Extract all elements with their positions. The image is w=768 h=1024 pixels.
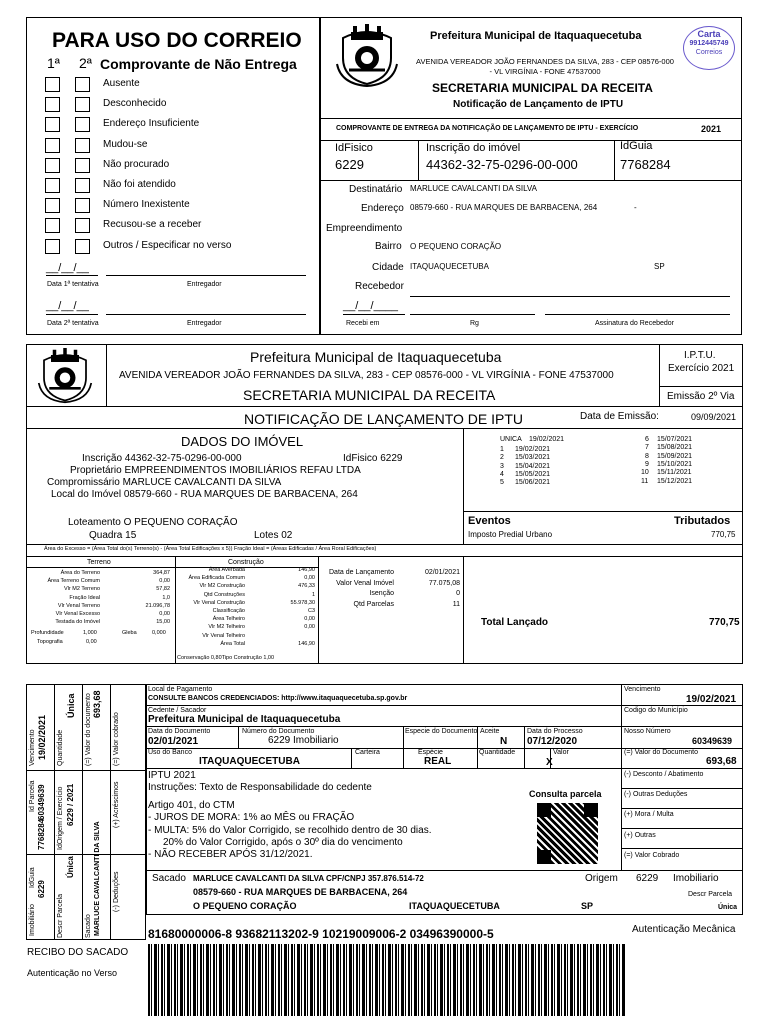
checkbox-2nd-attempt[interactable] xyxy=(75,138,90,153)
multa-line: - MULTA: 5% do Valor Corrigido, se recolhido dentro de 30 dias. xyxy=(148,825,432,836)
terreno-label: Área do Terreno xyxy=(60,570,100,576)
reason-label: Ausente xyxy=(103,78,140,89)
valor-x: X xyxy=(546,757,553,768)
nosso-num-label: Nosso Número xyxy=(624,728,671,735)
valor-doc-label: (=) Valor do Documento xyxy=(624,749,698,756)
valor-doc-value: 693,68 xyxy=(706,756,737,767)
stub-sacado: MARLUCE CAVALCANTI DA SILVA xyxy=(94,821,101,936)
top-secretaria: SECRETARIA MUNICIPAL DA RECEITA xyxy=(432,81,653,95)
origem-label: Origem xyxy=(585,873,618,884)
lancamento-label: Data de Lançamento xyxy=(329,569,394,576)
date2-label: Data 2ª tentativa xyxy=(47,320,99,327)
data-emissao-value: 09/09/2021 xyxy=(691,412,737,422)
juros-line: - JUROS DE MORA: 1% ao MÊS ou FRAÇÃO xyxy=(148,812,355,823)
correio-col1: 1ª xyxy=(47,55,60,71)
construcao-label: Vlr Venal Construção xyxy=(193,599,245,606)
recebedor-label: Recebedor xyxy=(355,281,404,292)
local-pag-value: CONSULTE BANCOS CREDENCIADOS: http://www.itaquaquecetuba.sp.gov.br xyxy=(148,695,408,702)
gleba-value: 0,000 xyxy=(152,630,166,636)
lancamento-label: Isenção xyxy=(369,590,394,597)
especie-value: REAL xyxy=(424,756,452,767)
bairro-value: O PEQUENO CORAÇÃO xyxy=(410,242,502,251)
construcao-value: 55.978,30 xyxy=(290,599,315,606)
lancamento-value: 77.075,08 xyxy=(428,579,460,587)
notif-emissao-via: Emissão 2º Via xyxy=(667,391,735,402)
autenticacao-verso: Autenticação no Verso xyxy=(27,968,118,978)
entregador2-line xyxy=(106,314,306,315)
barcode xyxy=(148,944,626,1016)
construcao-label: Área Total xyxy=(220,640,245,647)
sacado-bairro: O PEQUENO CORAÇÃO xyxy=(193,901,297,911)
stub-idorigem-label: IdOrigem / Exercício xyxy=(57,786,64,850)
checkbox-2nd-attempt[interactable] xyxy=(75,77,90,92)
construcao-label: Área Telheiro xyxy=(212,616,245,623)
recibo-sacado: RECIBO DO SACADO xyxy=(27,947,129,958)
top-address: AVENIDA VEREADOR JOÃO FERNANDES DA SILVA, 283 - CEP 08576-000 - VL VIRGÍNIA - FONE 47537000 xyxy=(416,57,674,76)
notif-title: NOTIFICAÇÃO DE LANÇAMENTO DE IPTU xyxy=(244,411,523,427)
entregador1-label: Entregador xyxy=(187,281,222,288)
idfisico-line: IdFisico 6229 xyxy=(343,453,403,464)
parcela-number: 11 xyxy=(641,477,649,485)
entregador1-line xyxy=(106,275,306,276)
formula-line: Área do Excesso = (Área Total do(s) Terreno(s) - (Área Total Edificações x 5)) Fração Ideal = (Áreas Edificadas / Área Roral Edificações) xyxy=(44,546,377,552)
stub-id-parcela: 60349639 xyxy=(37,784,46,820)
parcela-date: 15/10/2021 xyxy=(657,460,693,468)
empreendimento-label: Empreendimento xyxy=(326,223,403,234)
parcela-number: 3 xyxy=(500,462,504,470)
reason-label: Não procurado xyxy=(103,158,170,170)
origem-imobiliario: Imobiliario xyxy=(673,873,719,884)
checkbox-1st-attempt[interactable] xyxy=(45,158,60,173)
stub-idguia-label: IdGuia xyxy=(29,867,36,888)
unica-date: 19/02/2021 xyxy=(529,436,565,443)
date2-placeholder: __/__/__ xyxy=(46,300,89,312)
construcao-label: Vlr M2 Construção xyxy=(199,583,245,590)
recebi-date-placeholder: __/__/____ xyxy=(343,300,399,312)
checkbox-2nd-attempt[interactable] xyxy=(75,218,90,233)
reason-label: Recusou-se a receber xyxy=(103,219,202,231)
checkbox-1st-attempt[interactable] xyxy=(45,218,60,233)
unica-label: UNICA xyxy=(500,436,522,443)
terreno-label: Área Terreno Comum xyxy=(47,578,100,585)
boleto-right-label: (+) Outras xyxy=(624,831,656,839)
construcao-label: Vlr Venal Telheiro xyxy=(202,632,245,639)
recebi-date-line xyxy=(343,314,405,315)
stub-valor-doc-label: (=) Valor do documento xyxy=(85,693,92,766)
reason-label: Mudou-se xyxy=(103,138,148,150)
total-label: Total Lançado xyxy=(481,617,549,628)
sacado-uf: SP xyxy=(581,901,594,911)
construcao-value: 146,90 xyxy=(298,640,315,647)
parcela-number: 9 xyxy=(645,460,649,468)
terreno-label: Vlr M2 Terreno xyxy=(64,586,100,593)
construcao-value: C3 xyxy=(307,608,315,614)
artigo-line: Artigo 401, do CTM xyxy=(148,800,235,811)
boleto-right-label: (+) Mora / Multa xyxy=(624,811,674,819)
bairro-label: Bairro xyxy=(375,241,402,252)
especie-doc-label: Especie do Documento xyxy=(405,728,478,735)
parcela-date: 15/07/2021 xyxy=(657,436,693,443)
stub-imobiliario: 6229 xyxy=(37,880,46,898)
quadra-line: Quadra 15 xyxy=(89,530,137,541)
idfisico-label: IdFisico xyxy=(335,142,373,154)
stub-acrescimos-label: (+) Acréscimos xyxy=(113,781,120,828)
topo-value: 0,00 xyxy=(86,639,97,645)
checkbox-2nd-attempt[interactable] xyxy=(75,239,90,254)
consulta-parcela: Consulta parcela xyxy=(529,789,602,799)
construcao-label: Vlr M2 Telheiro xyxy=(208,624,245,631)
codigo-label: Codigo do Município xyxy=(624,707,688,714)
recebedor-line xyxy=(410,296,730,297)
checkbox-1st-attempt[interactable] xyxy=(45,178,60,193)
lancamento-label: Qtd Parcelas xyxy=(353,600,394,608)
parcela-number: 5 xyxy=(500,479,504,487)
comprovante-title: COMPROVANTE DE ENTREGA DA NOTIFICAÇÃO DE LANÇAMENTO DE IPTU - EXERCÍCIO xyxy=(336,125,639,132)
loteamento-line: Loteamento O PEQUENO CORAÇÃO xyxy=(68,517,238,528)
endereco-dash: - xyxy=(634,203,637,212)
origem-value: 6229 xyxy=(636,873,659,884)
notif-address: AVENIDA VEREADOR JOÃO FERNANDES DA SILVA, 283 - CEP 08576-000 - VL VIRGÍNIA - FONE 47537000 xyxy=(119,370,614,381)
total-value: 770,75 xyxy=(709,617,740,628)
parcela-date: 15/04/2021 xyxy=(515,462,551,470)
stub-id-parcela-label: Id Parcela xyxy=(29,780,36,812)
stub-imobiliario-label: Imobiliário xyxy=(29,904,36,936)
construcao-value: 0,00 xyxy=(304,575,315,582)
reason-label: Outros / Especificar no verso xyxy=(103,239,232,251)
vencimento-label: Vencimento xyxy=(624,686,661,693)
reason-label: Não foi atendido xyxy=(103,179,176,190)
nosso-num-value: 60349639 xyxy=(692,736,733,746)
parcela-date: 15/12/2021 xyxy=(657,477,693,485)
stub-quantidade-label: Quantidade xyxy=(57,729,64,766)
parcela-number: 4 xyxy=(500,470,504,478)
construcao-label: Área Averbada xyxy=(208,567,245,573)
stamp-line2: 9912445749 xyxy=(689,40,729,47)
instrucoes: Instruções: Texto de Responsabilidade do cedente xyxy=(148,782,372,793)
topo-label: Topografia xyxy=(37,639,63,645)
terreno-label: Fração Ideal xyxy=(69,594,100,601)
terreno-value: 21.096,78 xyxy=(145,602,170,609)
reason-label: Endereço Insuficiente xyxy=(103,118,200,130)
stub-idorigem: 6229 / 2021 xyxy=(66,783,75,826)
checkbox-1st-attempt[interactable] xyxy=(45,138,60,153)
data-proc-label: Data do Processo xyxy=(527,728,583,735)
aceite-value: N xyxy=(500,736,508,747)
city-crest-icon xyxy=(36,348,94,404)
rg-line xyxy=(410,314,535,315)
parcela-number: 8 xyxy=(645,452,649,460)
terreno-value: 364,87 xyxy=(153,570,170,576)
construcao-label: Área Edificada Comum xyxy=(188,575,245,582)
checkbox-1st-attempt[interactable] xyxy=(45,198,60,213)
uf-value: SP xyxy=(654,262,665,271)
terreno-label: Vlr Venal Excesso xyxy=(55,611,100,617)
date2-line xyxy=(46,314,98,315)
top-prefeitura: Prefeitura Municipal de Itaquaquecetuba xyxy=(430,30,642,42)
inscricao-line: Inscrição 44362-32-75-0296-00-000 xyxy=(82,453,242,464)
stub-descr-label: Descr Parcela xyxy=(57,894,64,938)
sacado-endereco: 08579-660 - RUA MARQUES DE BARBACENA, 264 xyxy=(193,887,408,897)
construcao-head: Construção xyxy=(228,559,264,566)
parcela-date: 19/02/2021 xyxy=(515,446,551,453)
sacado-label: Sacado xyxy=(152,873,186,884)
vencimento-value: 19/02/2021 xyxy=(686,694,737,705)
stamp-line3: Correios xyxy=(695,49,723,56)
parcela-number: 1 xyxy=(500,446,504,453)
parcela-date: 15/08/2021 xyxy=(657,444,693,452)
iptu-line: IPTU 2021 xyxy=(148,770,196,781)
notif-prefeitura: Prefeitura Municipal de Itaquaquecetuba xyxy=(250,349,502,365)
parcela-date: 15/11/2021 xyxy=(657,469,692,477)
sacado-value: MARLUCE CAVALCANTI DA SILVA CPF/CNPJ 357.876.514-72 xyxy=(193,874,424,883)
notif-exercicio: Exercício 2021 xyxy=(668,363,735,374)
stub-sacado-label: Sacado xyxy=(85,914,92,938)
data-doc-value: 02/01/2021 xyxy=(148,736,199,747)
stub-vencimento-label: Vencimento xyxy=(29,729,36,766)
construcao-value: 1 xyxy=(311,591,315,598)
especie-label: Espécie xyxy=(418,749,443,756)
stamp-line1: Carta xyxy=(697,29,721,39)
stub-unica: Única xyxy=(66,693,76,718)
idguia-value: 7768284 xyxy=(620,157,671,172)
destinatario-label: Destinatário xyxy=(349,184,403,195)
terreno-value: 15,00 xyxy=(156,619,170,626)
correio-title: PARA USO DO CORREIO xyxy=(52,29,302,52)
aceite-label: Aceite xyxy=(480,728,500,735)
lancamento-label: Valor Venal Imóvel xyxy=(336,579,394,587)
gleba-label: Gleba xyxy=(122,630,137,636)
notif-iptu: I.P.T.U. xyxy=(684,350,716,361)
comprovante-year: 2021 xyxy=(701,124,722,134)
terreno-value: 57,82 xyxy=(156,586,170,593)
stub-valor-cobrado-label: (=) Valor cobrado xyxy=(113,712,120,766)
data-doc-label: Data do Documento xyxy=(148,728,211,735)
terreno-label: Testada do Imóvel xyxy=(55,619,100,626)
idguia-label: IdGuia xyxy=(620,140,653,152)
parcela-date: 15/05/2021 xyxy=(515,470,551,478)
idfisico-value: 6229 xyxy=(335,157,364,172)
endereco-value: 08579-660 - RUA MARQUES DE BARBACENA, 264 xyxy=(410,203,598,212)
imposto-value: 770,75 xyxy=(711,530,736,539)
correio-subtitle: Comprovante de Não Entrega xyxy=(100,56,297,72)
recebi-em-label: Recebi em xyxy=(346,320,380,327)
correio-col2: 2ª xyxy=(79,55,92,71)
checkbox-1st-attempt[interactable] xyxy=(45,117,60,132)
parcela-number: 2 xyxy=(500,454,504,462)
carteira-label: Carteira xyxy=(355,749,380,756)
carta-stamp xyxy=(683,26,735,70)
checkbox-2nd-attempt[interactable] xyxy=(75,198,90,213)
dados-title: DADOS DO IMÓVEL xyxy=(181,434,304,449)
prof-value: 1,000 xyxy=(83,630,97,636)
imposto-label: Imposto Predial Urbano xyxy=(468,530,553,539)
inscricao-label: Inscrição do imóvel xyxy=(426,142,521,154)
descr-parcela-value: Única xyxy=(718,904,738,911)
lancamento-value: 02/01/2021 xyxy=(424,569,460,576)
parcela-number: 10 xyxy=(641,469,649,477)
endereco-label: Endereço xyxy=(361,203,404,214)
cidade-value: ITAQUAQUECETUBA xyxy=(410,262,489,271)
terreno-value: 1,0 xyxy=(162,594,170,601)
checkbox-1st-attempt[interactable] xyxy=(45,77,60,92)
autenticacao-mecanica: Autenticação Mecânica xyxy=(632,924,736,935)
boleto-right-label: (-) Outras Deduções xyxy=(624,791,688,799)
descr-parcela-label: Descr Parcela xyxy=(688,891,732,898)
construcao-value: 0,00 xyxy=(304,624,315,631)
stub-idguia: 7768284 xyxy=(37,818,46,850)
boleto-right-label: (=) Valor Cobrado xyxy=(624,851,680,859)
uso-banco-value: ITAQUAQUECETUBA xyxy=(199,756,300,767)
checkbox-2nd-attempt[interactable] xyxy=(75,97,90,112)
boleto-right-label: (-) Desconto / Abatimento xyxy=(624,771,704,778)
checkbox-2nd-attempt[interactable] xyxy=(75,117,90,132)
terreno-value: 0,00 xyxy=(159,578,170,585)
construcao-value: 0,00 xyxy=(304,616,315,623)
quantidade-label: Quantidade xyxy=(479,749,516,756)
proprietario-line: Proprietário EMPREENDIMENTOS IMOBILIÁRIOS REFAU LTDA xyxy=(70,465,361,476)
lotes-line: Lotes 02 xyxy=(254,530,293,541)
cedente-value: Prefeitura Municipal de Itaquaquecetuba xyxy=(148,714,341,725)
multa2-line: 20% do Valor Corrigido, após o 30º dia do vencimento xyxy=(163,837,403,848)
top-notificacao: Notificação de Lançamento de IPTU xyxy=(453,99,624,110)
linha-digitavel: 81680000006-8 93682113202-9 10219009006-2 03496390000-5 xyxy=(148,927,494,941)
city-crest-icon xyxy=(335,24,399,88)
stub-descr: Única xyxy=(66,856,75,878)
data-proc-value: 07/12/2020 xyxy=(527,736,578,747)
assinatura-label: Assinatura do Recebedor xyxy=(595,320,674,327)
lancamento-value: 0 xyxy=(456,590,460,597)
checkbox-2nd-attempt[interactable] xyxy=(75,178,90,193)
parcela-date: 15/09/2021 xyxy=(657,452,693,460)
compromissario-line: Compromissário MARLUCE CAVALCANTI DA SILVA xyxy=(47,477,282,488)
construcao-label: Qtd Construções xyxy=(203,591,245,598)
local-pag-label: Local de Pagamento xyxy=(148,686,213,693)
qr-code[interactable] xyxy=(537,803,598,864)
date1-placeholder: __/__/__ xyxy=(46,262,89,274)
stub-deducoes-label: (-) Deduções xyxy=(113,871,120,912)
notif-secretaria: SECRETARIA MUNICIPAL DA RECEITA xyxy=(243,387,496,403)
terreno-head: Terreno xyxy=(87,559,111,566)
reason-label: Desconhecido xyxy=(103,98,167,110)
sacado-cidade: ITAQUAQUECETUBA xyxy=(409,901,500,911)
local-line: Local do Imóvel 08579-660 - RUA MARQUES DE BARBACENA, 264 xyxy=(51,489,358,500)
parcela-date: 15/03/2021 xyxy=(515,454,551,462)
prof-label: Profundidade xyxy=(31,630,64,636)
inscricao-value: 44362-32-75-0296-00-000 xyxy=(426,157,578,172)
checkbox-1st-attempt[interactable] xyxy=(45,97,60,112)
cedente-label: Cedente / Sacador xyxy=(148,707,207,714)
cidade-label: Cidade xyxy=(372,262,404,273)
assinatura-line xyxy=(545,314,730,315)
num-doc-label: Número do Documento xyxy=(242,728,315,735)
uso-banco-label: Uso do Banco xyxy=(148,749,192,756)
entregador2-label: Entregador xyxy=(187,320,222,327)
terreno-label: Vlr Venal Terreno xyxy=(57,602,100,609)
data-emissao-label: Data de Emissão: xyxy=(580,411,659,422)
date1-label: Data 1ª tentativa xyxy=(47,281,99,288)
date1-line xyxy=(46,275,98,276)
rg-label: Rg xyxy=(470,320,479,327)
parcela-date: 15/06/2021 xyxy=(515,479,551,487)
checkbox-2nd-attempt[interactable] xyxy=(75,158,90,173)
lancamento-value: 11 xyxy=(452,600,460,608)
num-doc-value: 6229 Imobiliario xyxy=(268,735,339,746)
stub-vencimento: 19/02/2021 xyxy=(37,714,47,760)
conservacao-line: Conservação 0,80Tipo Construção 1,00 xyxy=(177,655,275,661)
parcela-number: 7 xyxy=(645,444,649,452)
stub-valor-doc: 693,68 xyxy=(92,690,102,718)
reason-label: Número Inexistente xyxy=(103,199,190,211)
eventos-header: Eventos xyxy=(468,515,511,527)
construcao-value: 476,33 xyxy=(298,583,315,590)
construcao-label: Classificação xyxy=(212,608,245,614)
terreno-value: 0,00 xyxy=(159,611,170,617)
destinatario-value: MARLUCE CAVALCANTI DA SILVA xyxy=(410,184,537,193)
tributados-header: Tributados xyxy=(674,515,731,527)
valor-label: Valor xyxy=(553,749,569,756)
checkbox-1st-attempt[interactable] xyxy=(45,239,60,254)
parcela-number: 6 xyxy=(645,436,649,443)
construcao-value: 146,90 xyxy=(298,567,315,573)
nao-receber-line: - NÃO RECEBER APÓS 31/12/2021. xyxy=(148,849,313,860)
